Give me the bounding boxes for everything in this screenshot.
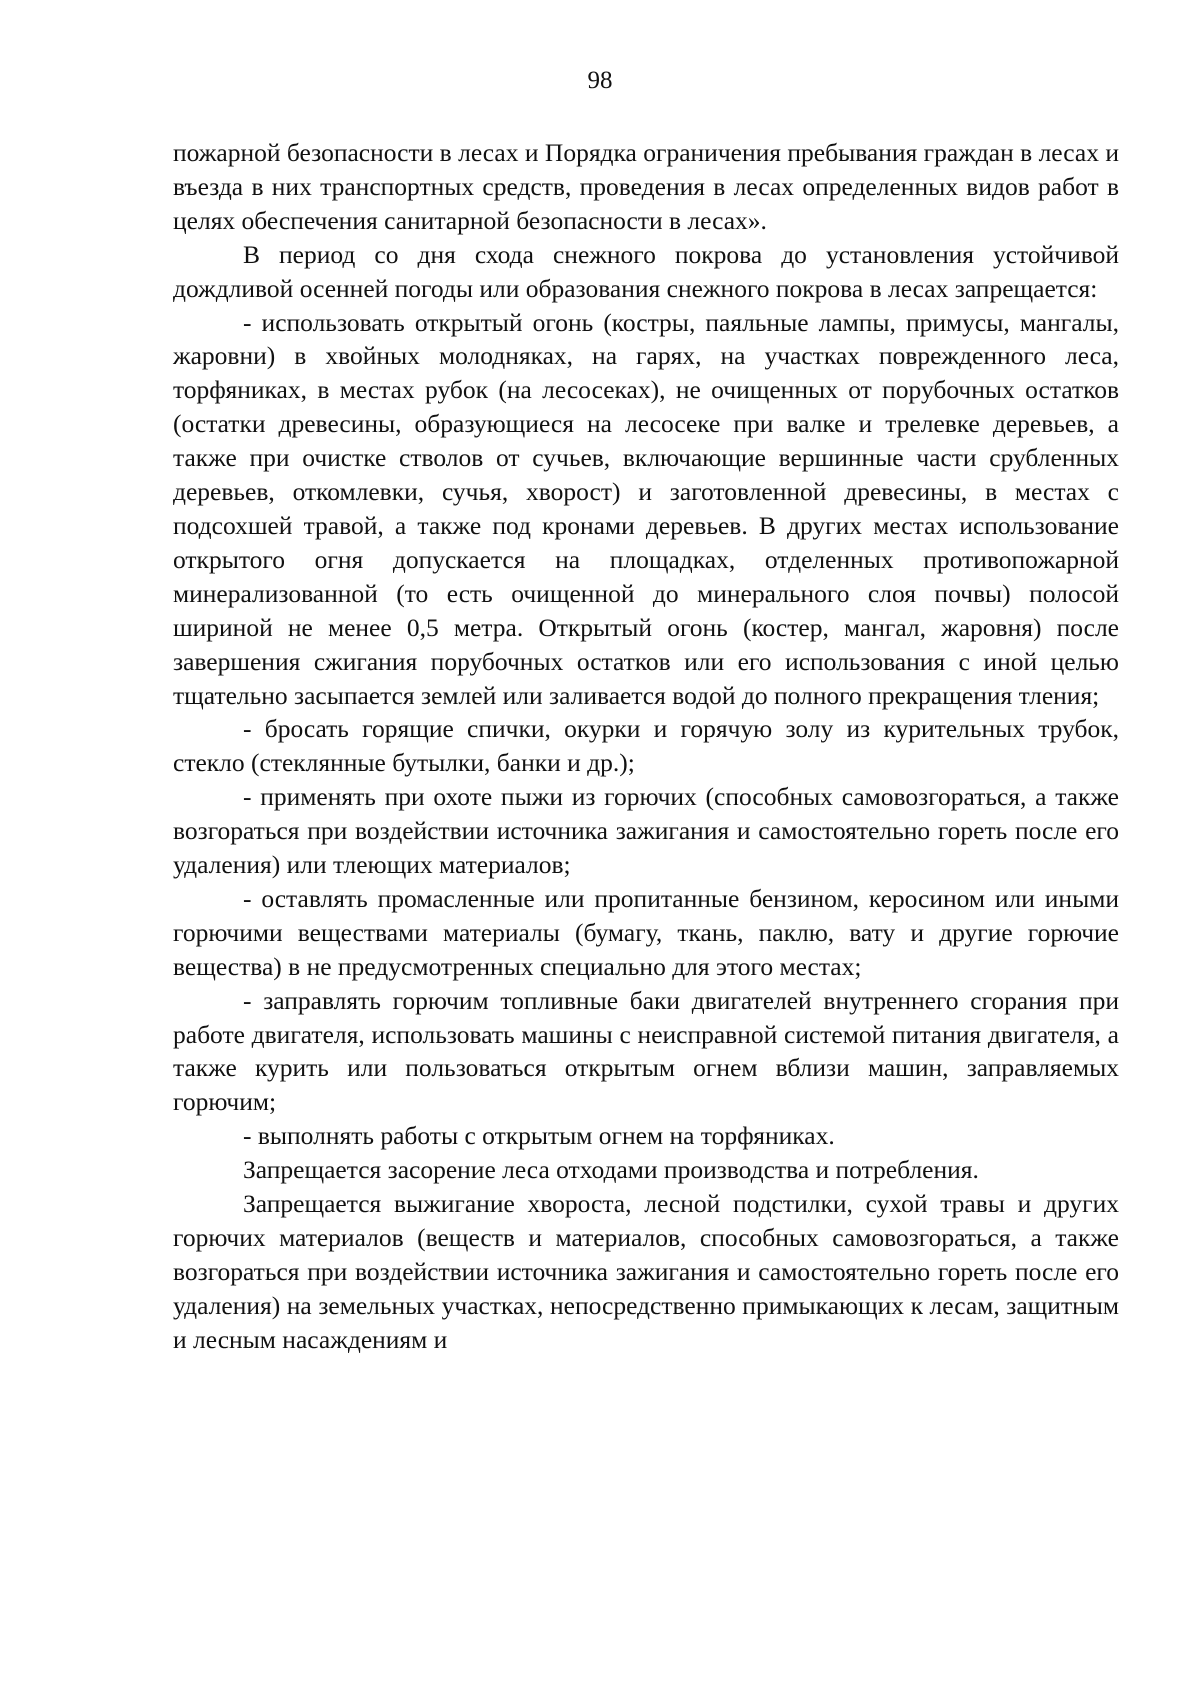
- list-item-peat-works: - выполнять работы с открытым огнем на торфяниках.: [243, 1121, 835, 1151]
- list-item-matches: - бросать горящие спички, окурки и горячую золу из курительных трубок, стекло (стеклянные бутылки, банки и др.);: [173, 714, 1119, 778]
- document-body: [173, 136, 1119, 1357]
- paragraph-burning: Запрещается выжигание хвороста, лесной подстилки, сухой травы и других горючих материалов (веществ и материалов, способных самовозгораться, а также возгораться при воздействии источника зажигания и самостоятельно гореть после его удаления) на земельных участках, непосредственно примыкающих к лесам, защитным и лесным насаждениям и: [173, 1189, 1119, 1354]
- page-number: 98: [587, 67, 613, 94]
- list-item-hunting-wads: - применять при охоте пыжи из горючих (способных самовозгораться, а также возгораться при воздействии источника зажигания и самостоятельно гореть после его удаления) или тлеющих материалов;: [173, 782, 1119, 880]
- list-item-open-fire: - использовать открытый огонь (костры, паяльные лампы, примусы, мангалы, жаровни) в хвойных молодняках, на гарях, на участках поврежденного леса, торфяниках, в местах рубок (на лесосеках), не очищенных от порубочных остатков (остатки древесины, образующиеся на лесосеке при валке и трелевке деревьев, а также при очистке стволов от сучьев, включающие вершинные части срубленных деревьев, откомлевки, сучья, хворост) и заготовленной древесины, в местах с подсохшей травой, а также под кронами деревьев. В других местах использование открытого огня допускается на площадках, отделенных противопожарной минерализованной (то есть очищенной до минерального слоя почвы) полосой шириной не менее 0,5 метра. Открытый огонь (костер, мангал, жаровня) после завершения сжигания порубочных остатков или его использования с иной целью тщательно засыпается землей или заливается водой до полного прекращения тления;: [173, 307, 1119, 710]
- paragraph-restriction-period: В период со дня схода снежного покрова до установления устойчивой дождливой осенней погоды или образования снежного покрова в лесах запрещается:: [173, 239, 1119, 303]
- paragraph-continuation: пожарной безопасности в лесах и Порядка ограничения пребывания граждан в лесах и въезда в них транспортных средств, проведения в лесах определенных видов работ в целях обеспечения санитарной безопасности в лесах».: [173, 138, 1119, 235]
- paragraph-littering: Запрещается засорение леса отходами производства и потребления.: [243, 1155, 979, 1185]
- list-item-refueling: - заправлять горючим топливные баки двигателей внутреннего сгорания при работе двигателя, использовать машины с неисправной системой питания двигателя, а также курить или пользоваться открытым огнем вблизи машин, заправляемых горючим;: [173, 985, 1119, 1117]
- list-item-oiled-materials: - оставлять промасленные или пропитанные бензином, керосином или иными горючими веществами материалы (бумагу, ткань, паклю, вату и другие горючие вещества) в не предусмотренных специально для этого местах;: [173, 883, 1119, 981]
